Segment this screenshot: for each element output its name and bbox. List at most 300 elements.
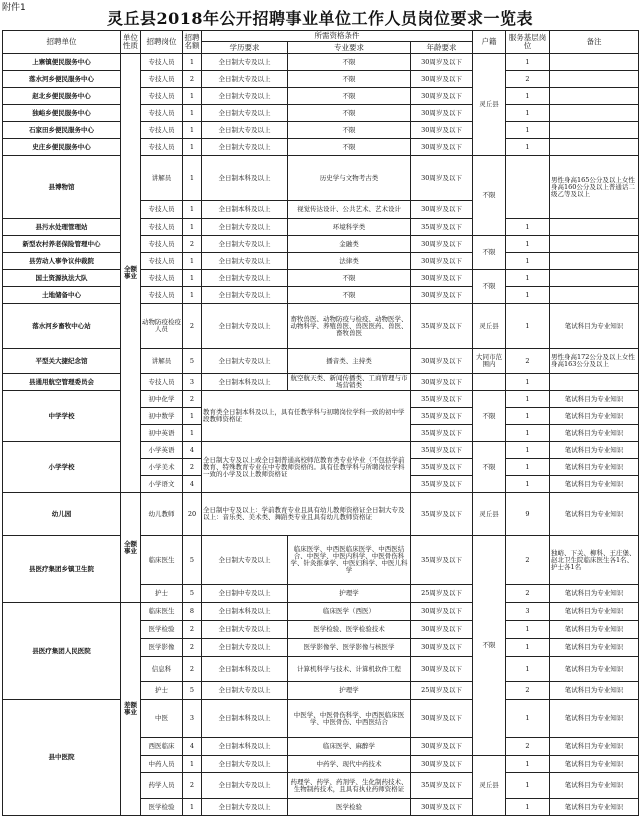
cell-grassroots: 1 <box>506 773 550 799</box>
cell-major: 中药学、现代中药技术 <box>288 756 411 773</box>
cell-remark: 笔试科目为专业知识 <box>550 459 639 476</box>
cell-unit: 小学学校 <box>3 442 121 493</box>
cell-count: 1 <box>183 287 202 304</box>
cell-count: 20 <box>183 493 202 536</box>
cell-remark <box>550 105 639 122</box>
cell-age: 35周岁及以下 <box>411 536 473 585</box>
cell-count: 8 <box>183 603 202 621</box>
cell-position: 专技人员 <box>141 105 183 122</box>
header-hukou: 户籍 <box>473 31 506 54</box>
table-row <box>3 219 639 236</box>
cell-education: 全日制本科及以上 <box>202 374 288 391</box>
cell-unit: 落水河乡畜牧中心站 <box>3 304 121 349</box>
cell-remark: 笔试科目为专业知识 <box>550 493 639 536</box>
table-row <box>3 236 639 253</box>
cell-unit: 县污水处理管理站 <box>3 219 121 236</box>
cell-age: 30周岁及以下 <box>411 71 473 88</box>
cell-hukou: 不限 <box>473 236 506 270</box>
cell-grassroots: 2 <box>506 585 550 603</box>
recruitment-table <box>2 30 639 816</box>
cell-education: 全日制大专及以上 <box>202 799 288 816</box>
cell-age: 35周岁及以下 <box>411 304 473 349</box>
cell-age: 35周岁及以下 <box>411 476 473 493</box>
cell-unit: 平型关大捷纪念馆 <box>3 349 121 374</box>
header-remark: 备注 <box>550 31 639 54</box>
cell-position: 讲解员 <box>141 156 183 201</box>
cell-position: 小学美术 <box>141 459 183 476</box>
cell-age: 30周岁及以下 <box>411 253 473 270</box>
cell-hukou: 不限 <box>473 270 506 304</box>
cell-grassroots: 1 <box>506 700 550 738</box>
cell-grassroots: 1 <box>506 105 550 122</box>
cell-position: 护士 <box>141 682 183 700</box>
cell-remark: 笔试科目为专业知识 <box>550 621 639 639</box>
cell-age: 25周岁及以下 <box>411 682 473 700</box>
cell-count: 4 <box>183 476 202 493</box>
cell-grassroots: 1 <box>506 304 550 349</box>
cell-education: 全日制大专及以上 <box>202 621 288 639</box>
table-row <box>3 391 639 408</box>
table-row <box>3 139 639 156</box>
cell-grassroots: 1 <box>506 476 550 493</box>
cell-remark: 笔试科目为专业知识 <box>550 603 639 621</box>
cell-major: 医学检验、医学检验技术 <box>288 621 411 639</box>
cell-major: 不限 <box>288 105 411 122</box>
table-row <box>3 442 639 459</box>
cell-hukou: 不限 <box>473 391 506 442</box>
cell-grassroots: 9 <box>506 493 550 536</box>
cell-remark: 笔试科目为专业知识 <box>550 304 639 349</box>
cell-age: 30周岁及以下 <box>411 122 473 139</box>
cell-unit: 赵北乡便民服务中心 <box>3 88 121 105</box>
cell-position: 初中数学 <box>141 408 183 425</box>
header-grassroots: 服务基层岗位 <box>506 31 550 54</box>
cell-unit: 国土资源执法大队 <box>3 270 121 287</box>
cell-count: 5 <box>183 682 202 700</box>
cell-education: 全日制大专及以上 <box>202 773 288 799</box>
cell-age: 25周岁及以下 <box>411 585 473 603</box>
cell-education: 全日制本科及以上 <box>202 156 288 201</box>
cell-requirement-merged: 全日制大专及以上或全日制普通高校师范教育类专业毕业（不包括学前教育、特殊教育专业在中专教师资格的。具有任教学科与所聘岗位学科一致的小学及以上教师资格证 <box>202 442 411 493</box>
cell-hukou: 不限 <box>473 442 506 493</box>
cell-position: 讲解员 <box>141 349 183 374</box>
cell-education: 全日制大专及以上 <box>202 756 288 773</box>
cell-major: 法律类 <box>288 253 411 270</box>
cell-remark <box>550 71 639 88</box>
table-row <box>3 71 639 88</box>
cell-age: 30周岁及以下 <box>411 621 473 639</box>
cell-education: 全日制中专及以上 <box>202 585 288 603</box>
cell-count: 4 <box>183 738 202 756</box>
table-row <box>3 304 639 349</box>
cell-age: 35周岁及以下 <box>411 391 473 408</box>
table-row <box>3 270 639 287</box>
cell-education: 全日制大专及以上 <box>202 122 288 139</box>
header-major: 专业要求 <box>288 42 411 54</box>
cell-count: 2 <box>183 621 202 639</box>
header-position: 招聘岗位 <box>141 31 183 54</box>
cell-major: 护理学 <box>288 585 411 603</box>
cell-major: 临床医学（西医） <box>288 603 411 621</box>
cell-unit: 县医疗集团乡镇卫生院 <box>3 536 121 603</box>
cell-position: 专技人员 <box>141 88 183 105</box>
cell-age: 30周岁及以下 <box>411 270 473 287</box>
cell-major: 临床医学、麻醉学 <box>288 738 411 756</box>
cell-nature: 全额事业 <box>121 493 141 603</box>
cell-major: 不限 <box>288 122 411 139</box>
cell-hukou: 灵丘县 <box>473 756 506 816</box>
cell-unit: 落水河乡便民服务中心 <box>3 71 121 88</box>
cell-remark: 笔试科目为专业知识 <box>550 639 639 657</box>
cell-count: 2 <box>183 304 202 349</box>
cell-education: 全日制大专及以上 <box>202 219 288 236</box>
cell-position: 护士 <box>141 585 183 603</box>
cell-education: 全日制大专及以上 <box>202 88 288 105</box>
cell-remark <box>550 374 639 391</box>
cell-remark: 笔试科目为专业知识 <box>550 657 639 682</box>
cell-major: 计算机科学与技术、计算机软件工程 <box>288 657 411 682</box>
cell-remark <box>550 88 639 105</box>
cell-grassroots: 1 <box>506 391 550 408</box>
cell-nature: 差额事业 <box>121 603 141 816</box>
cell-unit: 新型农村养老保险管理中心 <box>3 236 121 253</box>
cell-position: 专技人员 <box>141 253 183 270</box>
cell-position: 幼儿教师 <box>141 493 183 536</box>
cell-grassroots: 2 <box>506 536 550 585</box>
cell-major: 播音类、主持类 <box>288 349 411 374</box>
cell-count: 5 <box>183 349 202 374</box>
cell-major: 临床医学、中西医临床医学、中西医结合、中医学、中医内科学、中医骨伤科学、针灸推拿学、中医妇科学、中医儿科学 <box>288 536 411 585</box>
cell-age: 30周岁及以下 <box>411 756 473 773</box>
cell-major: 历史学与文物考古类 <box>288 156 411 201</box>
table-row <box>3 88 639 105</box>
cell-education: 全日制本科及以上 <box>202 201 288 219</box>
cell-education: 全日制本科及以上 <box>202 738 288 756</box>
cell-age: 35周岁及以下 <box>411 425 473 442</box>
cell-age: 30周岁及以下 <box>411 657 473 682</box>
cell-remark: 笔试科目为专业知识 <box>550 682 639 700</box>
cell-position: 西医临床 <box>141 738 183 756</box>
cell-age: 30周岁及以下 <box>411 738 473 756</box>
cell-remark: 笔试科目为专业知识 <box>550 425 639 442</box>
cell-count: 2 <box>183 71 202 88</box>
cell-grassroots: 1 <box>506 88 550 105</box>
cell-remark: 笔试科目为专业知识 <box>550 773 639 799</box>
cell-education: 全日制本科及以上 <box>202 700 288 738</box>
cell-nature: 全额事业 <box>121 54 141 493</box>
cell-count: 5 <box>183 536 202 585</box>
cell-major: 金融类 <box>288 236 411 253</box>
cell-count: 2 <box>183 236 202 253</box>
cell-position: 专技人员 <box>141 374 183 391</box>
table-row <box>3 156 639 201</box>
header-conditions: 所需资格条件 <box>202 31 473 42</box>
cell-count: 1 <box>183 105 202 122</box>
cell-requirement-merged: 全日制中专及以上：学前教育专业且具有幼儿教师资格证全日制大专及以上：音乐类、美术类、舞蹈类专业且具有幼儿教师资格证 <box>202 493 411 536</box>
cell-unit: 土地储备中心 <box>3 287 121 304</box>
cell-position: 医学影像 <box>141 639 183 657</box>
cell-education: 全日制大专及以上 <box>202 349 288 374</box>
cell-remark <box>550 270 639 287</box>
cell-remark: 笔试科目为专业知识 <box>550 738 639 756</box>
cell-count: 1 <box>183 156 202 201</box>
cell-education: 全日制大专及以上 <box>202 139 288 156</box>
cell-unit: 史庄乡便民服务中心 <box>3 139 121 156</box>
table-row <box>3 54 639 71</box>
cell-age: 35周岁及以下 <box>411 219 473 236</box>
cell-unit: 县通用航空管理委员会 <box>3 374 121 391</box>
header-age: 年龄要求 <box>411 42 473 54</box>
cell-grassroots: 2 <box>506 738 550 756</box>
cell-major: 医学检验 <box>288 799 411 816</box>
cell-position: 临床医生 <box>141 603 183 621</box>
cell-remark: 男性身高172公分及以上女性身高163公分及以上 <box>550 349 639 374</box>
cell-unit: 中学学校 <box>3 391 121 442</box>
cell-education: 全日制大专及以上 <box>202 253 288 270</box>
cell-hukou: 灵丘县 <box>473 304 506 349</box>
cell-unit: 幼儿园 <box>3 493 121 536</box>
cell-count: 1 <box>183 139 202 156</box>
cell-position: 初中英语 <box>141 425 183 442</box>
table-row <box>3 105 639 122</box>
cell-grassroots: 1 <box>506 54 550 71</box>
cell-remark: 笔试科目为专业知识 <box>550 700 639 738</box>
cell-position: 专技人员 <box>141 139 183 156</box>
cell-position: 中药人员 <box>141 756 183 773</box>
cell-education: 全日制大专及以上 <box>202 54 288 71</box>
cell-grassroots: 1 <box>506 139 550 156</box>
cell-count: 2 <box>183 391 202 408</box>
cell-grassroots: 1 <box>506 639 550 657</box>
cell-position: 初中化学 <box>141 391 183 408</box>
table-row <box>3 122 639 139</box>
cell-position: 中医 <box>141 700 183 738</box>
cell-count: 2 <box>183 657 202 682</box>
cell-age: 30周岁及以下 <box>411 156 473 201</box>
table-row <box>3 253 639 270</box>
cell-position: 药学人员 <box>141 773 183 799</box>
cell-remark <box>550 54 639 71</box>
cell-count: 1 <box>183 54 202 71</box>
cell-age: 35周岁及以下 <box>411 442 473 459</box>
cell-education: 全日制大专及以上 <box>202 71 288 88</box>
table-row <box>3 700 639 738</box>
cell-remark <box>550 122 639 139</box>
cell-unit: 石家田乡便民服务中心 <box>3 122 121 139</box>
cell-position: 专技人员 <box>141 270 183 287</box>
cell-education: 全日制大专及以上 <box>202 105 288 122</box>
cell-count: 1 <box>183 270 202 287</box>
cell-count: 2 <box>183 773 202 799</box>
cell-count: 1 <box>183 88 202 105</box>
cell-position: 小学英语 <box>141 442 183 459</box>
cell-remark: 独峪、下关、柳科、王庄堡、赵北卫生院临床医生各1名、护士各1名 <box>550 536 639 585</box>
attachment-label: 附件1 <box>2 3 26 13</box>
cell-major: 药理学、药学、药剂学、生化制药技术、生物制药技术，且具有执业药师资格证 <box>288 773 411 799</box>
cell-remark: 笔试科目为专业知识 <box>550 408 639 425</box>
cell-count: 1 <box>183 408 202 425</box>
cell-count: 2 <box>183 459 202 476</box>
cell-position: 医学检验 <box>141 799 183 816</box>
cell-age: 30周岁及以下 <box>411 799 473 816</box>
cell-hukou: 灵丘县 <box>473 493 506 536</box>
cell-age: 35周岁及以下 <box>411 408 473 425</box>
cell-grassroots: 1 <box>506 253 550 270</box>
cell-grassroots: 1 <box>506 442 550 459</box>
cell-count: 1 <box>183 756 202 773</box>
cell-grassroots: 1 <box>506 756 550 773</box>
cell-age: 35周岁及以下 <box>411 459 473 476</box>
cell-unit: 县博物馆 <box>3 156 121 219</box>
cell-requirement-merged: 教育类全日制本科及以上，具有任教学科与初聘岗位学科一致的初中学段教师资格证 <box>202 391 411 442</box>
cell-grassroots <box>506 156 550 219</box>
cell-remark: 笔试科目为专业知识 <box>550 476 639 493</box>
table-row <box>3 536 639 585</box>
cell-count: 1 <box>183 799 202 816</box>
cell-unit: 县劳动人事争议仲裁院 <box>3 253 121 270</box>
cell-remark: 笔试科目为专业知识 <box>550 585 639 603</box>
cell-age: 30周岁及以下 <box>411 603 473 621</box>
cell-education: 全日制本科及以上 <box>202 657 288 682</box>
cell-position: 专技人员 <box>141 54 183 71</box>
cell-grassroots: 2 <box>506 349 550 374</box>
cell-unit: 上寨镇便民服务中心 <box>3 54 121 71</box>
cell-major: 不限 <box>288 71 411 88</box>
cell-grassroots: 1 <box>506 425 550 442</box>
cell-remark: 男性身高165公分及以上女性身高160公分及以上普通话二级乙等及以上 <box>550 156 639 219</box>
cell-age: 30周岁及以下 <box>411 105 473 122</box>
cell-hukou <box>473 374 506 391</box>
cell-major: 医学影像学、医学影像与核医学 <box>288 639 411 657</box>
cell-grassroots: 1 <box>506 621 550 639</box>
cell-age: 30周岁及以下 <box>411 54 473 71</box>
cell-age: 35周岁及以下 <box>411 493 473 536</box>
cell-unit: 独峪乡便民服务中心 <box>3 105 121 122</box>
cell-remark <box>550 236 639 253</box>
cell-major: 畜牧兽医、动物防疫与检疫、动物医学、动物科学、养殖兽医、兽医医药、兽医、畜牧兽医 <box>288 304 411 349</box>
cell-count: 1 <box>183 201 202 219</box>
cell-count: 5 <box>183 585 202 603</box>
cell-count: 3 <box>183 700 202 738</box>
cell-remark <box>550 253 639 270</box>
header-unit: 招聘单位 <box>3 31 121 54</box>
cell-education: 全日制本科及以上 <box>202 603 288 621</box>
table-row <box>3 374 639 391</box>
cell-education: 全日制大专及以上 <box>202 236 288 253</box>
cell-unit: 县中医院 <box>3 700 121 816</box>
cell-age: 30周岁及以下 <box>411 201 473 219</box>
cell-age: 30周岁及以下 <box>411 374 473 391</box>
cell-count: 1 <box>183 253 202 270</box>
cell-major: 不限 <box>288 270 411 287</box>
cell-grassroots: 1 <box>506 219 550 236</box>
cell-grassroots: 1 <box>506 236 550 253</box>
cell-age: 35周岁及以下 <box>411 773 473 799</box>
cell-education: 全日制大专及以上 <box>202 639 288 657</box>
cell-major: 视觉传达设计、公共艺术、艺术设计 <box>288 201 411 219</box>
cell-hukou: 灵丘县 <box>473 54 506 156</box>
table-row <box>3 287 639 304</box>
cell-grassroots: 1 <box>506 799 550 816</box>
cell-position: 小学语文 <box>141 476 183 493</box>
cell-age: 30周岁及以下 <box>411 349 473 374</box>
cell-remark: 笔试科目为专业知识 <box>550 391 639 408</box>
cell-remark <box>550 287 639 304</box>
cell-remark: 笔试科目为专业知识 <box>550 442 639 459</box>
cell-remark: 笔试科目为专业知识 <box>550 756 639 773</box>
cell-count: 1 <box>183 425 202 442</box>
cell-grassroots: 1 <box>506 374 550 391</box>
cell-remark <box>550 219 639 236</box>
cell-education: 全日制大专及以上 <box>202 682 288 700</box>
table-row <box>3 493 639 536</box>
cell-count: 2 <box>183 639 202 657</box>
cell-unit: 县医疗集团人民医院 <box>3 603 121 700</box>
cell-major: 不限 <box>288 88 411 105</box>
cell-count: 3 <box>183 374 202 391</box>
cell-count: 1 <box>183 219 202 236</box>
cell-position: 动物防疫检疫人员 <box>141 304 183 349</box>
cell-age: 30周岁及以下 <box>411 139 473 156</box>
cell-grassroots: 1 <box>506 287 550 304</box>
cell-position: 专技人员 <box>141 201 183 219</box>
cell-age: 30周岁及以下 <box>411 287 473 304</box>
cell-age: 30周岁及以下 <box>411 236 473 253</box>
cell-education: 全日制大专及以上 <box>202 270 288 287</box>
cell-major: 不限 <box>288 54 411 71</box>
table-row <box>3 603 639 621</box>
cell-grassroots: 2 <box>506 71 550 88</box>
cell-position: 专技人员 <box>141 71 183 88</box>
cell-major: 中医学、中医骨伤科学、中西医临床医学、中医骨伤、中西医结合 <box>288 700 411 738</box>
cell-remark <box>550 139 639 156</box>
cell-hukou: 不限 <box>473 156 506 236</box>
cell-grassroots: 1 <box>506 122 550 139</box>
cell-grassroots: 3 <box>506 603 550 621</box>
cell-position: 专技人员 <box>141 287 183 304</box>
cell-major: 护理学 <box>288 682 411 700</box>
cell-position: 专技人员 <box>141 236 183 253</box>
cell-education: 全日制大专及以上 <box>202 304 288 349</box>
cell-grassroots: 1 <box>506 657 550 682</box>
header-nature: 单位性质 <box>121 31 141 54</box>
cell-major: 不限 <box>288 139 411 156</box>
cell-grassroots: 1 <box>506 459 550 476</box>
cell-position: 临床医生 <box>141 536 183 585</box>
cell-remark: 笔试科目为专业知识 <box>550 799 639 816</box>
cell-grassroots: 2 <box>506 682 550 700</box>
page-title: 灵丘县2018年公开招聘事业单位工作人员岗位要求一览表 <box>106 9 534 28</box>
cell-position: 专技人员 <box>141 122 183 139</box>
cell-education: 全日制大专及以上 <box>202 287 288 304</box>
cell-age: 30周岁及以下 <box>411 88 473 105</box>
cell-major: 不限 <box>288 287 411 304</box>
cell-position: 专技人员 <box>141 219 183 236</box>
cell-grassroots: 1 <box>506 270 550 287</box>
header-count: 招聘名额 <box>183 31 202 54</box>
cell-count: 1 <box>183 122 202 139</box>
cell-hukou: 大同市范围内 <box>473 349 506 374</box>
cell-count: 4 <box>183 442 202 459</box>
cell-age: 30周岁及以下 <box>411 639 473 657</box>
cell-age: 30周岁及以下 <box>411 700 473 738</box>
header-education: 学历要求 <box>202 42 288 54</box>
cell-major: 环境科学类 <box>288 219 411 236</box>
cell-hukou: 不限 <box>473 536 506 756</box>
cell-position: 信息科 <box>141 657 183 682</box>
cell-grassroots: 1 <box>506 408 550 425</box>
cell-education: 全日制大专及以上 <box>202 536 288 585</box>
